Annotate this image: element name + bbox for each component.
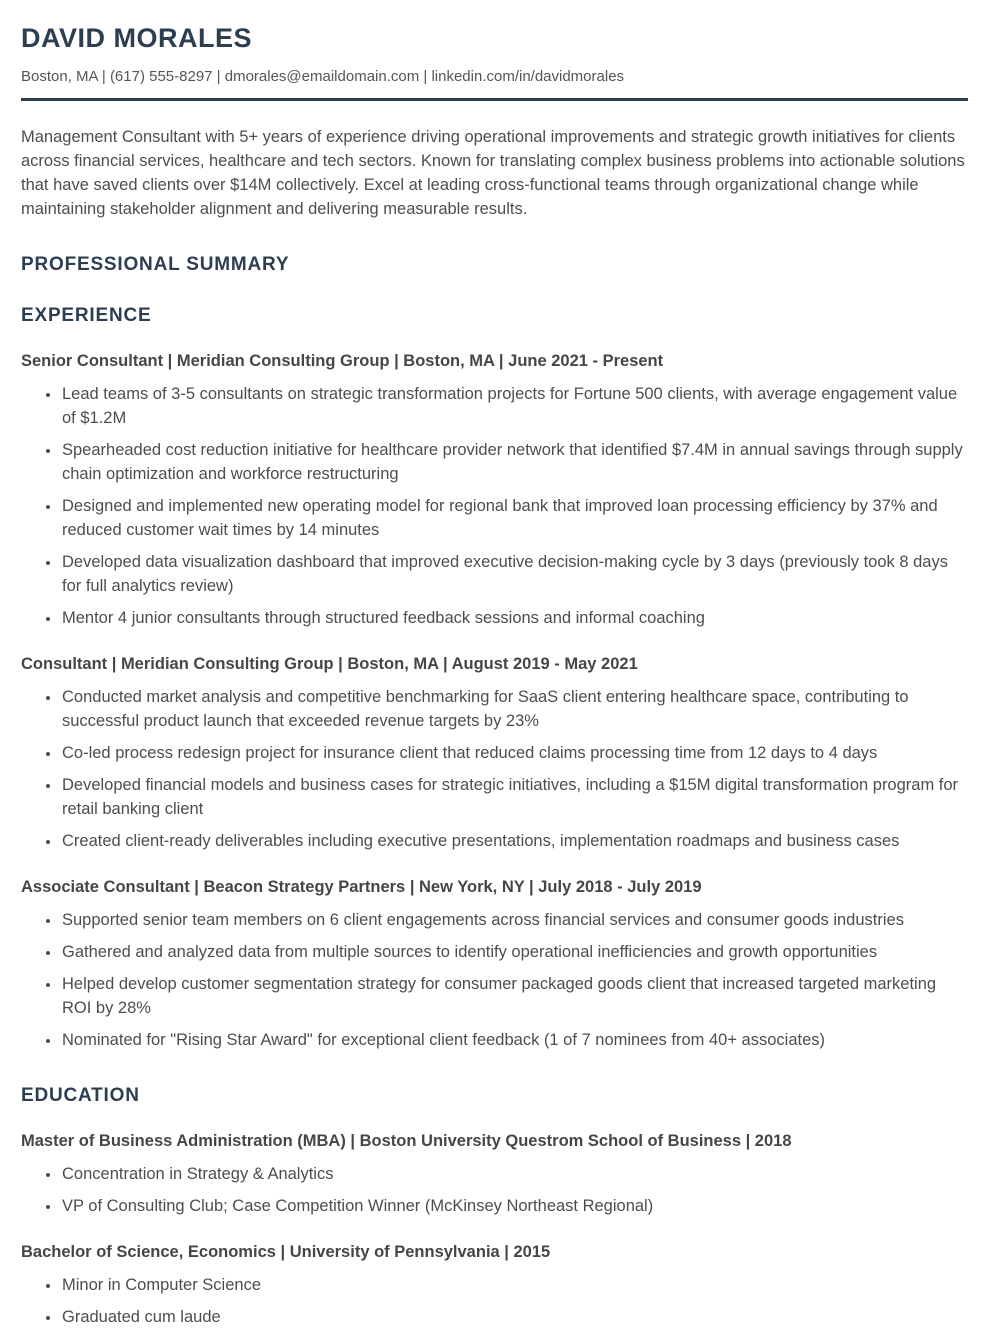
job-bullet-list [21,685,968,853]
job-bullet-list [21,908,968,1052]
experience-entry [21,352,968,630]
section-heading-professional-summary: PROFESSIONAL SUMMARY [21,254,290,276]
job-bullet: • Spearheaded cost reduction initiative for healthcare provider network that identified $7.4M in annual savings through supply chain optimization and workforce restructuring [61,438,968,486]
experience-entry [21,655,968,853]
job-title: Associate Consultant | Beacon Strategy Partners | New York, NY | July 2018 - July 2019 [21,878,702,897]
summary-paragraph: Management Consultant with 5+ years of experience driving operational improvements and strategic growth initiatives for clients across financial services, healthcare and tech sectors. Known for translating complex business problems into actionable solutions that have saved clients over $14M collectively. Excel at leading cross-functional teams through organizational change while maintaining stakeholder alignment and delivering measurable results. [21,128,965,219]
job-bullet: • Co-led process redesign project for insurance client that reduced claims processing time from 12 days to 4 days [61,741,968,765]
degree-bullet-list [21,1273,968,1329]
contact-info-line: Boston, MA | (617) 555-8297 | dmorales@emaildomain.com | linkedin.com/in/davidmorales [21,68,625,86]
job-bullet: • Supported senior team members on 6 client engagements across financial services and consumer goods industries [61,908,968,932]
job-bullet: • Nominated for "Rising Star Award" for exceptional client feedback (1 of 7 nominees from 40+ associates) [61,1028,968,1052]
degree-bullet: • Minor in Computer Science [61,1273,968,1297]
job-bullet: • Developed financial models and business cases for strategic initiatives, including a $15M digital transformation program for retail banking client [61,773,968,821]
degree-title: Master of Business Administration (MBA) | Boston University Questrom School of Business | 2018 [21,1132,792,1151]
education-entry [21,1132,968,1218]
degree-bullet: • Concentration in Strategy & Analytics [61,1162,968,1186]
job-title: Consultant | Meridian Consulting Group | Boston, MA | August 2019 - May 2021 [21,655,638,674]
degree-bullet-list [21,1162,968,1218]
job-title: Senior Consultant | Meridian Consulting Group | Boston, MA | June 2021 - Present [21,352,664,371]
resume-document [0,23,989,1329]
education-section [21,1132,968,1329]
job-bullet: • Designed and implemented new operating model for regional bank that improved loan processing efficiency by 37% and reduced customer wait times by 14 minutes [61,494,968,542]
header-divider [21,98,968,101]
degree-bullet: • Graduated cum laude [61,1305,968,1329]
resume-header [21,23,968,85]
education-entry [21,1243,968,1329]
section-heading-education: EDUCATION [21,1085,140,1107]
experience-section [21,352,968,1052]
candidate-name: DAVID MORALES [21,23,253,53]
degree-title: Bachelor of Science, Economics | University of Pennsylvania | 2015 [21,1243,551,1262]
job-bullet: • Conducted market analysis and competitive benchmarking for SaaS client entering healthcare space, contributing to successful product launch that exceeded revenue targets by 23% [61,685,968,733]
job-bullet: • Mentor 4 junior consultants through structured feedback sessions and informal coaching [61,606,968,630]
job-bullet: • Created client-ready deliverables including executive presentations, implementation roadmaps and business cases [61,829,968,853]
experience-entry [21,878,968,1052]
job-bullet: • Developed data visualization dashboard that improved executive decision-making cycle by 3 days (previously took 8 days for full analytics review) [61,550,968,598]
job-bullet: • Gathered and analyzed data from multiple sources to identify operational inefficiencies and growth opportunities [61,940,968,964]
job-bullet: • Helped develop customer segmentation strategy for consumer packaged goods client that increased targeted marketing ROI by 28% [61,972,968,1020]
job-bullet-list [21,382,968,630]
job-bullet: • Lead teams of 3-5 consultants on strategic transformation projects for Fortune 500 clients, with average engagement value of $1.2M [61,382,968,430]
section-heading-experience: EXPERIENCE [21,305,152,327]
degree-bullet: • VP of Consulting Club; Case Competition Winner (McKinsey Northeast Regional) [61,1194,968,1218]
